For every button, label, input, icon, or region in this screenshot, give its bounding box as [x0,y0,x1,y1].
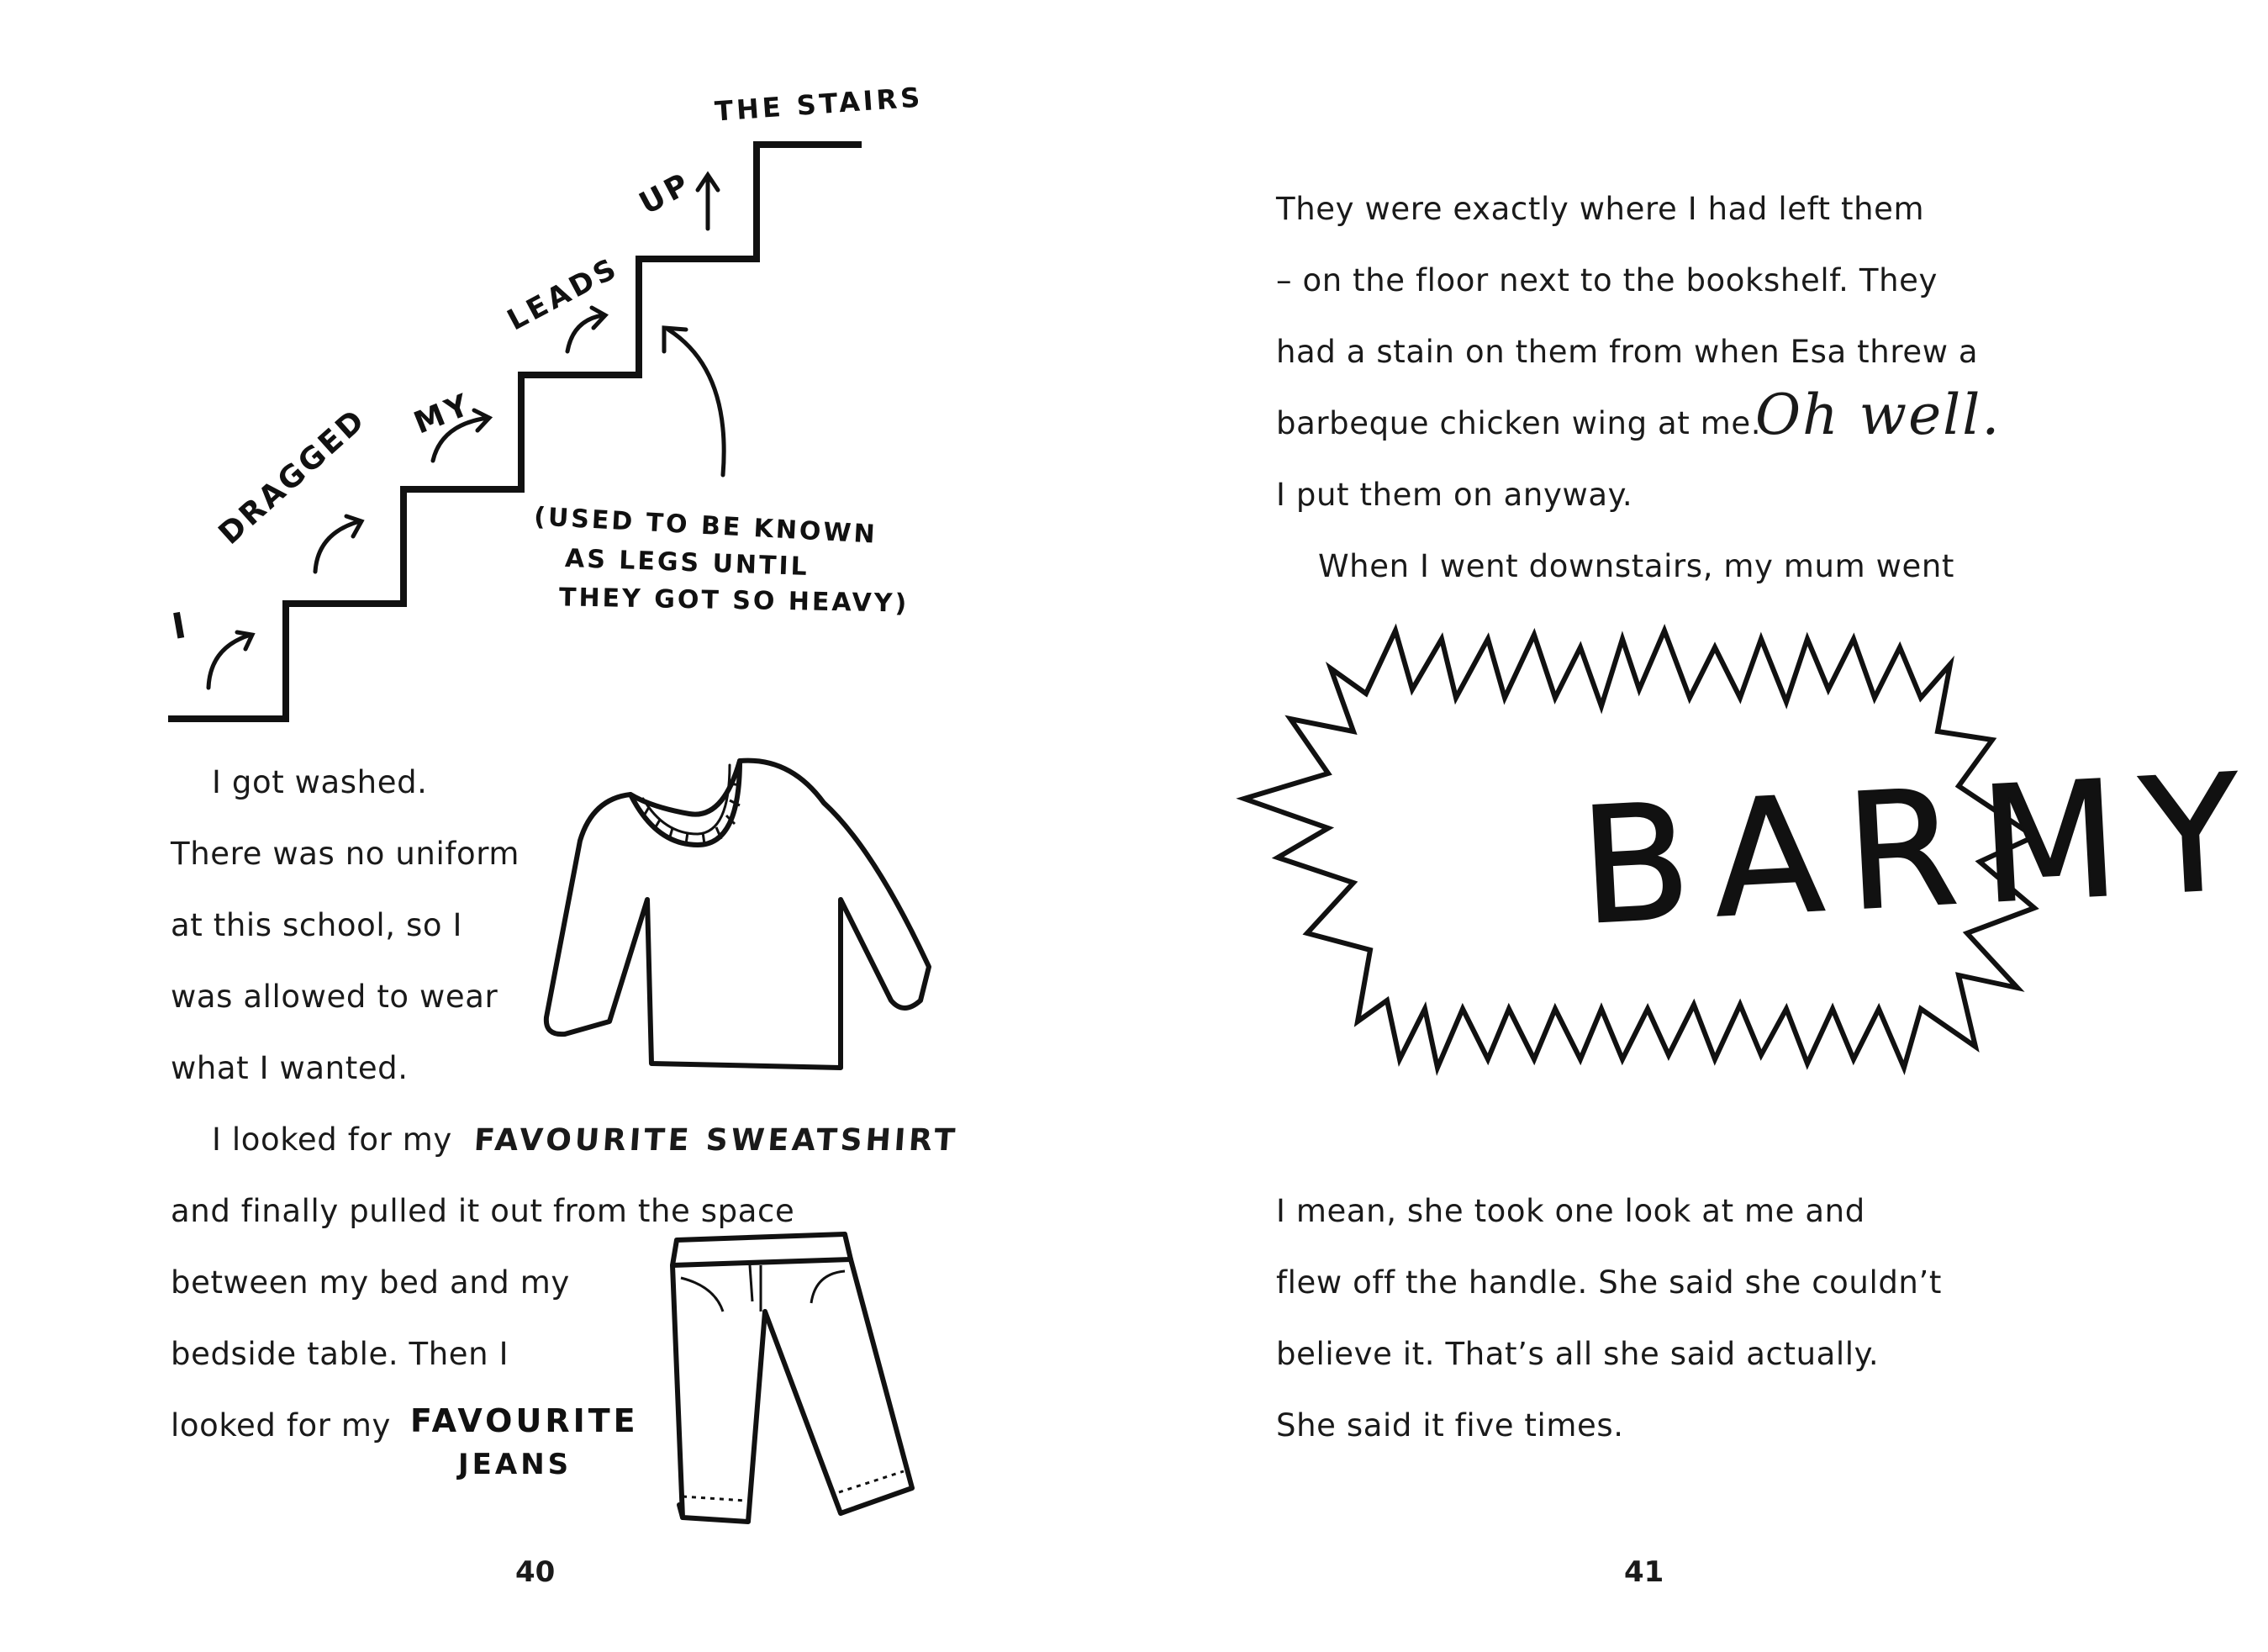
left-p1-line-4: was allowed to wear [171,979,498,1015]
left-p1-line-5: what I wanted. [171,1050,409,1086]
left-p2-line-3: between my bed and my [171,1264,570,1301]
page-number-left: 40 [515,1555,556,1589]
note-line-1: (USED TO BE KNOWN [533,502,878,550]
right-p1-line-3: had a stain on them from when Esa threw a [1276,334,1979,370]
stairs-word-4: LEADS [502,251,625,338]
right-p3-line-1: I mean, she took one look at me and [1276,1193,1865,1229]
right-p1-line-5: I put them on anyway. [1276,477,1633,513]
stairs-word-5: UP [634,166,698,222]
right-p3-line-4: She said it five times. [1276,1407,1624,1444]
right-page [1076,0,2268,1652]
favourite-sweatshirt-hand: FAVOURITE SWEATSHIRT [472,1123,960,1158]
stairs-word-3: MY [409,387,477,441]
left-page [0,0,1076,1652]
right-p1-line-2: – on the floor next to the bookshelf. They [1276,262,1938,298]
right-p1-line-1: They were exactly where I had left them [1276,191,1925,227]
stairs-word-6: THE STAIRS [713,81,925,128]
left-p1-line-2: There was no uniform [171,836,520,872]
right-p3-line-2: flew off the handle. She said she couldn’t [1276,1264,1942,1301]
left-p1-line-3: at this school, so I [171,907,462,943]
right-p2-line-1: When I went downstairs, my mum went [1318,548,1954,584]
stairs-word-2: DRAGGED [212,402,373,552]
favourite-jeans-hand-1: FAVOURITE [410,1402,639,1439]
jeans-illustration [0,0,1076,1652]
barmy-word: BARMY [1575,738,2268,961]
stairs-word-1: I [168,604,189,647]
left-p2-line-1: I looked for my [212,1122,452,1158]
favourite-jeans-hand-2: JEANS [458,1448,572,1481]
left-p2-line-2: and finally pulled it out from the space [171,1193,795,1229]
left-p1-line-1: I got washed. [212,764,428,800]
note-line-3: THEY GOT SO HEAVY) [558,583,910,619]
oh-well-script: Oh well. [1755,383,2002,447]
right-p3-line-3: believe it. That’s all she said actually. [1276,1336,1880,1372]
left-p2-line-4: bedside table. Then I [171,1336,509,1372]
page-number-right: 41 [1624,1555,1664,1589]
left-p2-line-5: looked for my [171,1407,392,1444]
note-line-2: AS LEGS UNTIL [564,543,810,583]
right-p1-line-4: barbeque chicken wing at me. [1276,405,1762,441]
